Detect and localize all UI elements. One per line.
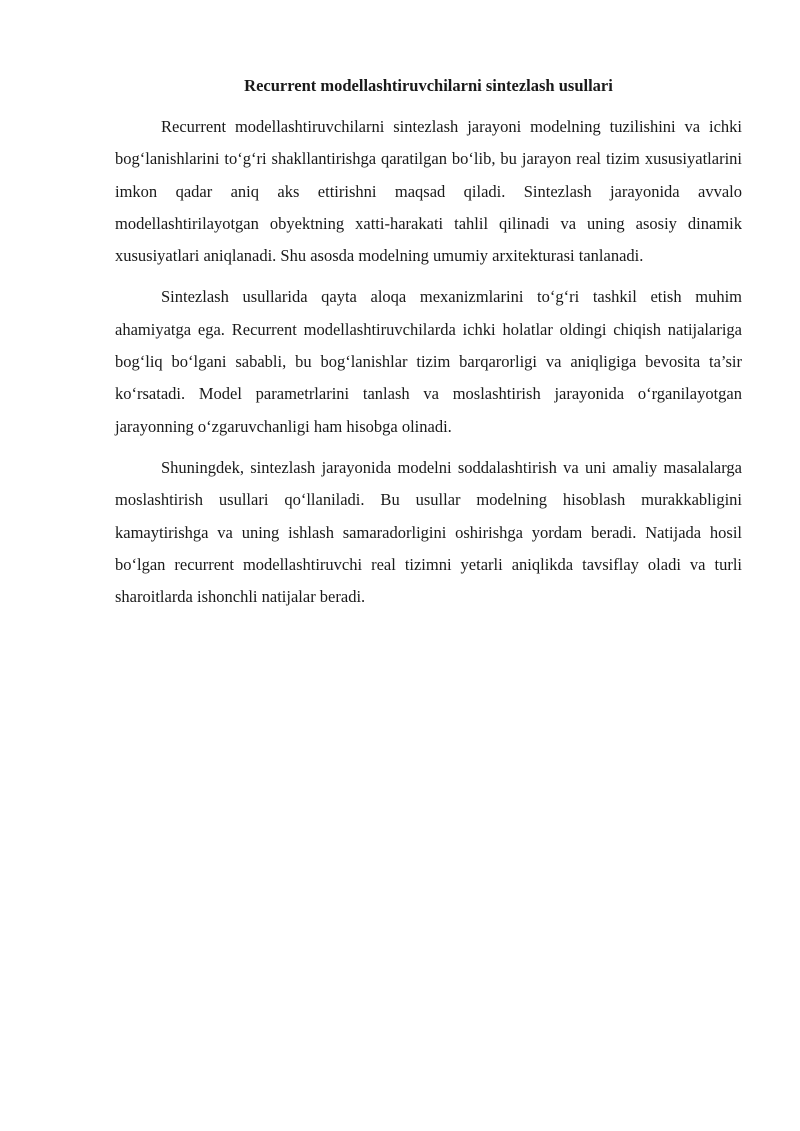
paragraph-2: Sintezlash usullarida qayta aloqa mexanizmlarini to‘g‘ri tashkil etish muhim ahamiyatga ega. Recurrent modellashtiruvchilarda ichki holatlar oldingi chiqish natijalariga bog‘liq bo‘lgani sababli, bu bog‘lanishlar tizim barqarorligi va aniqligiga bevosita ta’sir ko‘rsatadi. Model parametrlarini tanlash va moslashtirish jarayonida o‘rganilayotgan jarayonning o‘zgaruvchanligi ham hisobga olinadi. <box>115 287 742 436</box>
paragraph-1: Recurrent modellashtiruvchilarni sintezlash jarayoni modelning tuzilishini va ichki bog‘lanishlarini to‘g‘ri shakllantirishga qaratilgan bo‘lib, bu jarayon real tizim xususiyatlarini imkon qadar aniq aks ettirishni maqsad qiladi. Sintezlash jarayonida avvalo modellashtirilayotgan obyektning xatti-harakati tahlil qilinadi va uning asosiy dinamik xususiyatlari aniqlanadi. Shu asosda modelning umumiy arxitekturasi tanlanadi. <box>115 117 742 266</box>
document-body <box>115 73 742 613</box>
document-title: Recurrent modellashtiruvchilarni sintezlash usullari <box>244 76 613 95</box>
paragraph-3: Shuningdek, sintezlash jarayonida modelni soddalashtirish va uni amaliy masalalarga moslashtirish usullari qo‘llaniladi. Bu usullar modelning hisoblash murakkabligini kamaytirishga va uning ishlash samaradorligini oshirishga yordam beradi. Natijada hosil bo‘lgan recurrent modellashtiruvchi real tizimni yetarli aniqlikda tavsiflay oladi va turli sharoitlarda ishonchli natijalar beradi. <box>115 457 742 607</box>
